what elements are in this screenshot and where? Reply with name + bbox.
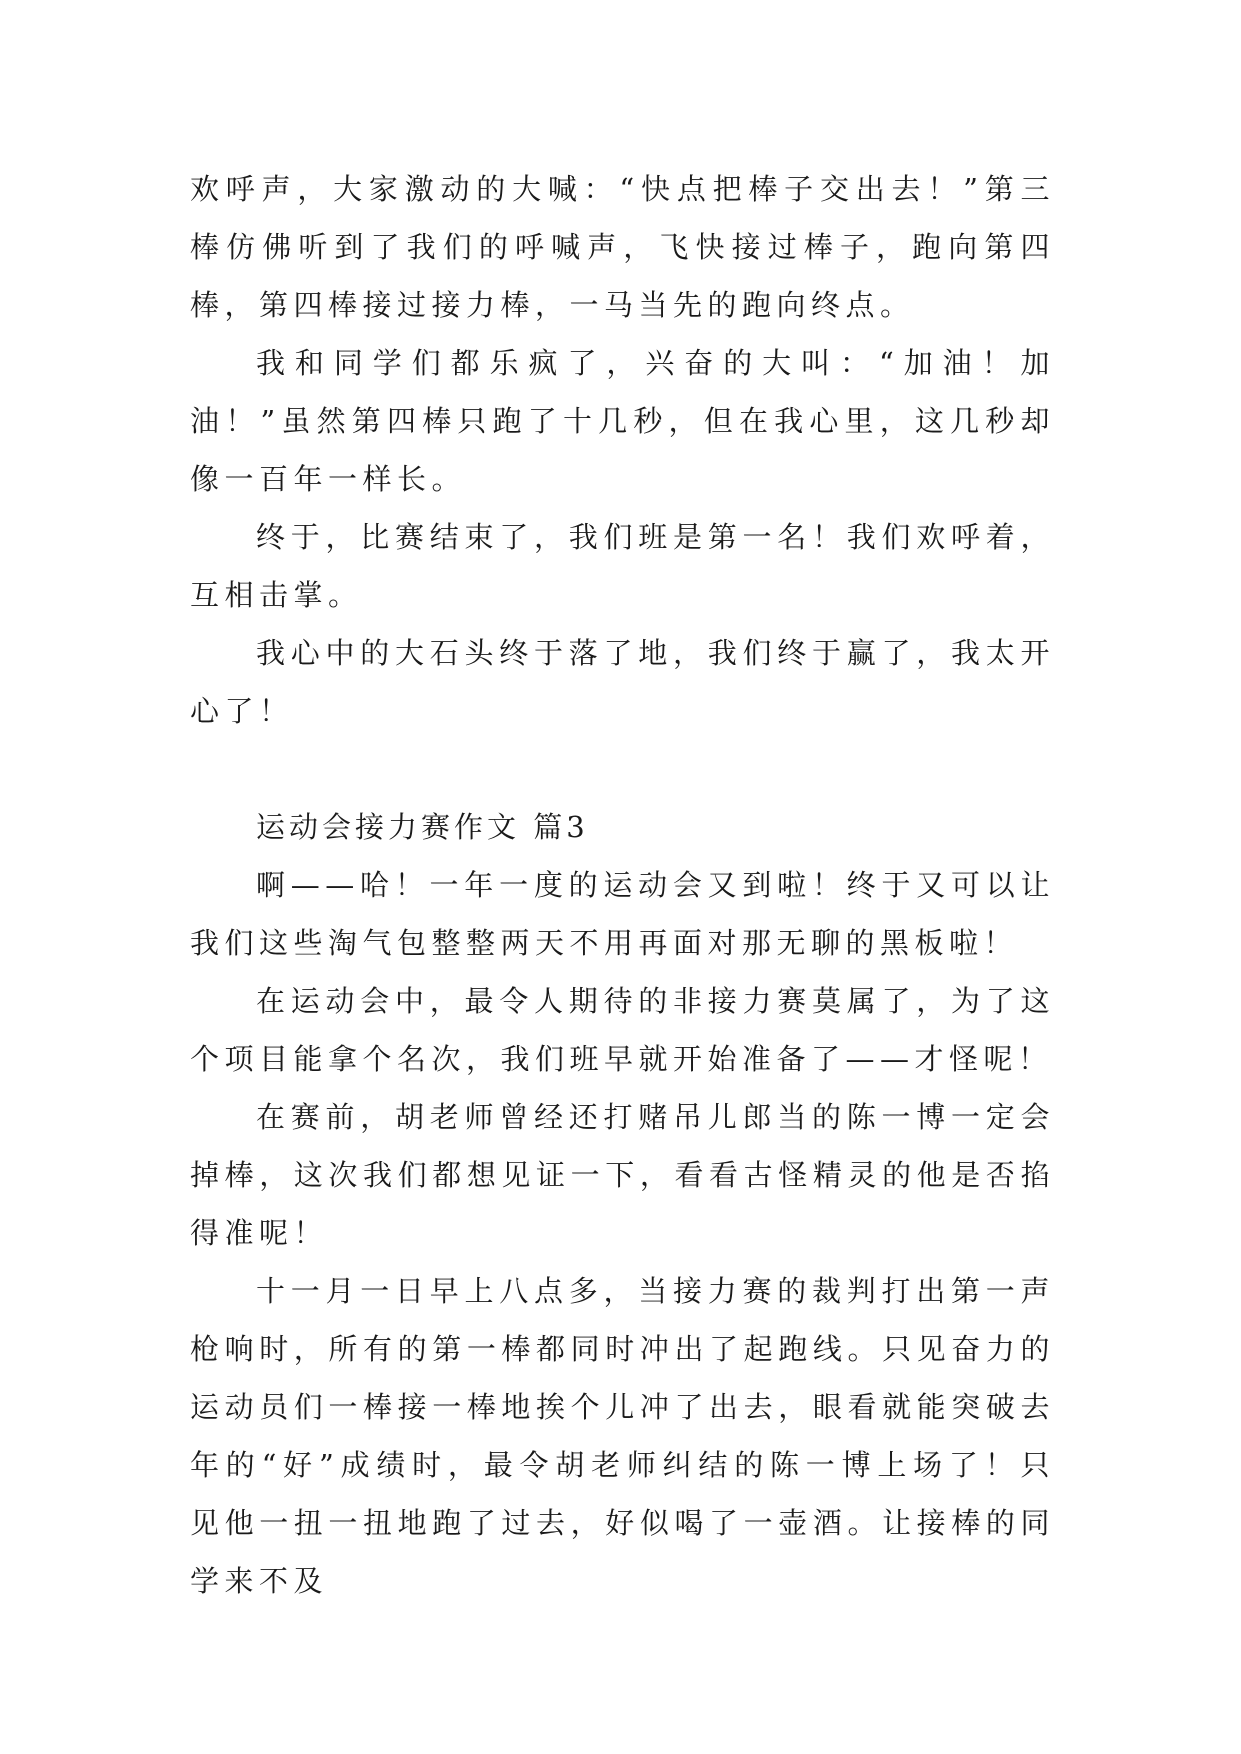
paragraph: 欢呼声，大家激动的大喊：“快点把棒子交出去！”第三棒仿佛听到了我们的呼喊声，飞快接过棒子，跑向第四棒，第四棒接过接力棒，一马当先的跑向终点。: [190, 172, 1055, 322]
paragraph: 在运动会中，最令人期待的非接力赛莫属了，为了这个项目能拿个名次，我们班早就开始准备了——才怪呢！: [190, 984, 1055, 1076]
paragraph: 我心中的大石头终于落了地，我们终于赢了，我太开心了！: [190, 636, 1055, 728]
section-spacer: [190, 740, 1055, 798]
paragraph: 十一月一日早上八点多，当接力赛的裁判打出第一声枪响时，所有的第一棒都同时冲出了起跑线。只见奋力的运动员们一棒接一棒地挨个儿冲了出去，眼看就能突破去年的“好”成绩时，最令胡老师纠结的陈一博上场了！只见他一扭一扭地跑了过去，好似喝了一壶酒。让接棒的同学来不及: [190, 1274, 1055, 1598]
paragraph: 啊——哈！一年一度的运动会又到啦！终于又可以让我们这些淘气包整整两天不用再面对那无聊的黑板啦！: [190, 868, 1055, 960]
paragraph: 在赛前，胡老师曾经还打赌吊儿郎当的陈一博一定会掉棒，这次我们都想见证一下，看看古怪精灵的他是否掐得准呢！: [190, 1100, 1055, 1250]
section-heading: 运动会接力赛作文 篇3: [256, 810, 589, 844]
paragraph: 我和同学们都乐疯了，兴奋的大叫：“加油！加油！”虽然第四棒只跑了十几秒，但在我心里，这几秒却像一百年一样长。: [190, 346, 1055, 496]
document-body: [190, 160, 1055, 1610]
paragraph: 终于，比赛结束了，我们班是第一名！我们欢呼着，互相击掌。: [190, 520, 1055, 612]
